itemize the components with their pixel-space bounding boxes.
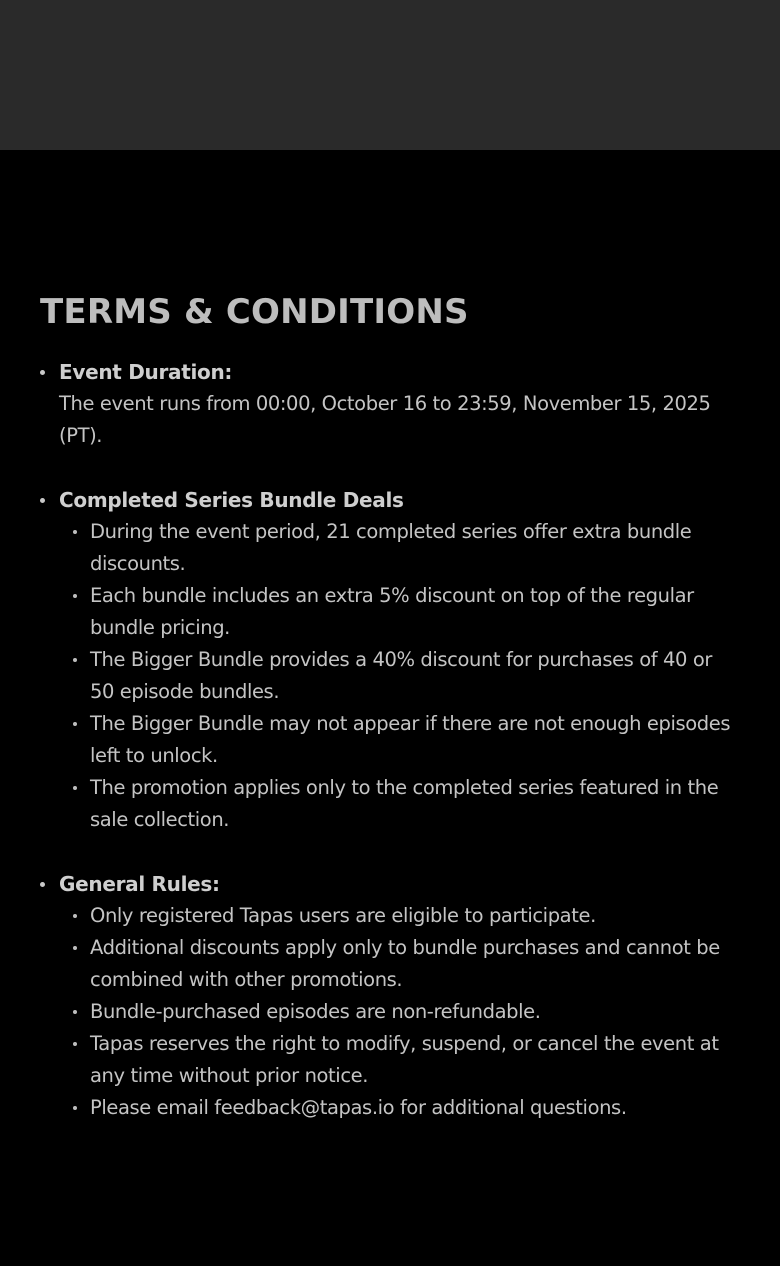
terms-container [40, 292, 740, 1156]
section-general-rules [40, 868, 740, 1124]
list-item: Tapas reserves the right to modify, suspend, or cancel the event at any time without prior notice. [59, 1028, 740, 1092]
section-heading: General Rules: [59, 872, 220, 896]
bundle-deals-list [59, 516, 740, 836]
section-event-duration [40, 356, 740, 452]
section-bundle-deals [40, 484, 740, 836]
general-rules-list [59, 900, 740, 1124]
section-heading: Completed Series Bundle Deals [59, 488, 404, 512]
list-item: The promotion applies only to the completed series featured in the sale collection. [59, 772, 740, 836]
list-item: The Bigger Bundle provides a 40% discount for purchases of 40 or 50 episode bundles. [59, 644, 740, 708]
top-banner [0, 0, 780, 150]
list-item: Additional discounts apply only to bundle purchases and cannot be combined with other promotions. [59, 932, 740, 996]
list-item: The Bigger Bundle may not appear if there are not enough episodes left to unlock. [59, 708, 740, 772]
list-item: Each bundle includes an extra 5% discount on top of the regular bundle pricing. [59, 580, 740, 644]
section-heading: Event Duration: [59, 360, 233, 384]
list-item: Only registered Tapas users are eligible to participate. [59, 900, 740, 932]
terms-sections [40, 356, 740, 1124]
list-item: During the event period, 21 completed series offer extra bundle discounts. [59, 516, 740, 580]
list-item: Bundle-purchased episodes are non-refundable. [59, 996, 740, 1028]
list-item: Please email feedback@tapas.io for additional questions. [59, 1092, 740, 1124]
terms-title: TERMS & CONDITIONS [40, 292, 469, 332]
section-text: The event runs from 00:00, October 16 to 23:59, November 15, 2025 (PT). [59, 392, 711, 447]
